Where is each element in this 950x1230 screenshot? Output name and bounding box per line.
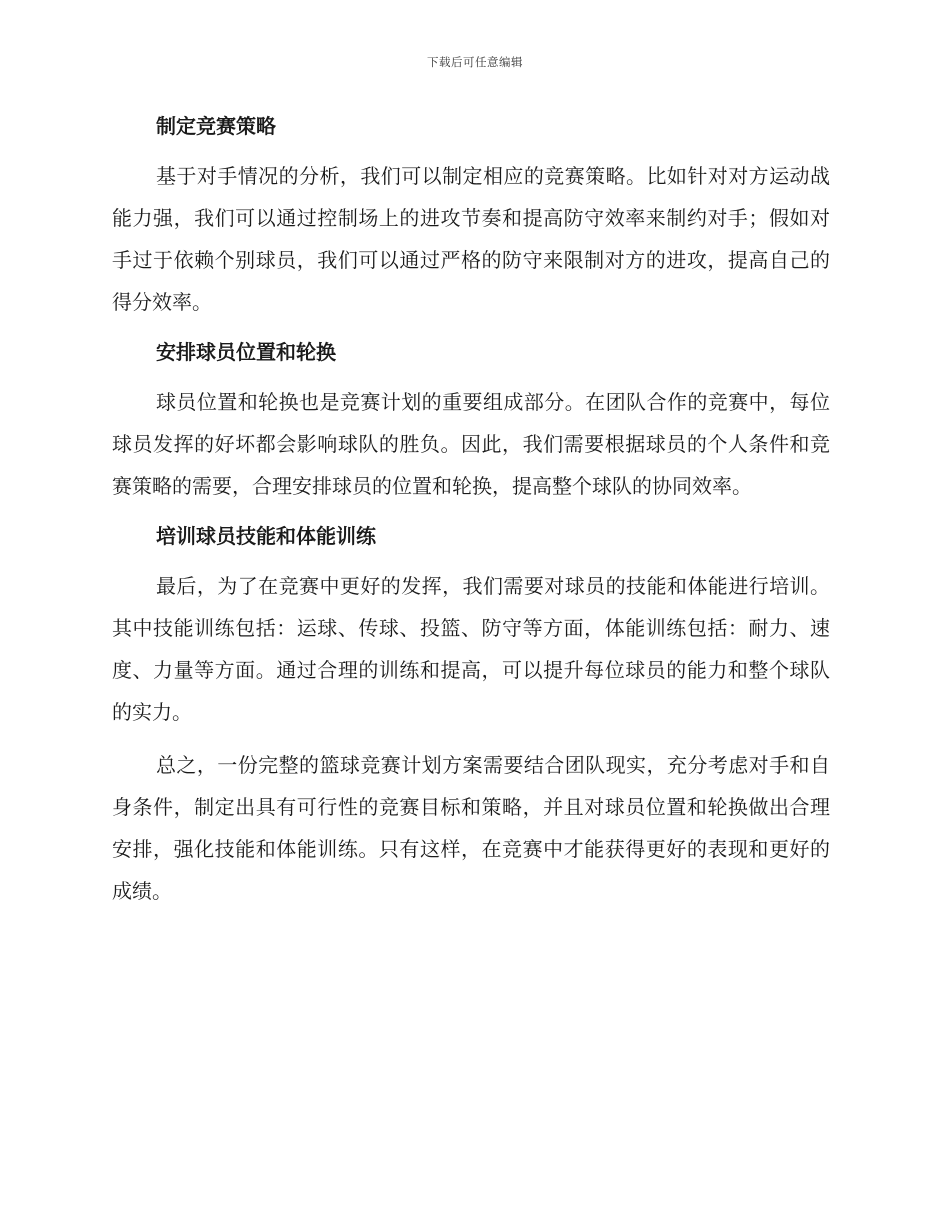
section-heading-positions: 安排球员位置和轮换 <box>156 340 336 364</box>
conclusion-paragraph: 总之，一份完整的篮球竞赛计划方案需要结合团队现实，充分考虑对手和自身条件，制定出具有可行性的竞赛目标和策略，并且对球员位置和轮换做出合理安排，强化技能和体能训练。只有这样，在竞赛中才能获得更好的表现和更好的成绩。 <box>112 753 830 903</box>
section-paragraph-training: 最后，为了在竞赛中更好的发挥，我们需要对球员的技能和体能进行培训。其中技能训练包括：运球、传球、投篮、防守等方面，体能训练包括：耐力、速度、力量等方面。通过合理的训练和提高，可以提升每位球员的能力和整个球队的实力。 <box>112 574 830 724</box>
section-heading-training: 培训球员技能和体能训练 <box>156 524 376 548</box>
section-heading-strategy: 制定竞赛策略 <box>156 114 276 138</box>
page-header-note: 下载后可任意编辑 <box>427 55 523 69</box>
section-paragraph-positions: 球员位置和轮换也是竞赛计划的重要组成部分。在团队合作的竞赛中，每位球员发挥的好坏都会影响球队的胜负。因此，我们需要根据球员的个人条件和竞赛策略的需要，合理安排球员的位置和轮换，提高整个球队的协同效率。 <box>112 390 830 498</box>
document-body <box>112 108 830 923</box>
section-paragraph-strategy: 基于对手情况的分析，我们可以制定相应的竞赛策略。比如针对对方运动战能力强，我们可以通过控制场上的进攻节奏和提高防守效率来制约对手；假如对手过于依赖个别球员，我们可以通过严格的防守来限制对方的进攻，提高自己的得分效率。 <box>112 164 830 314</box>
